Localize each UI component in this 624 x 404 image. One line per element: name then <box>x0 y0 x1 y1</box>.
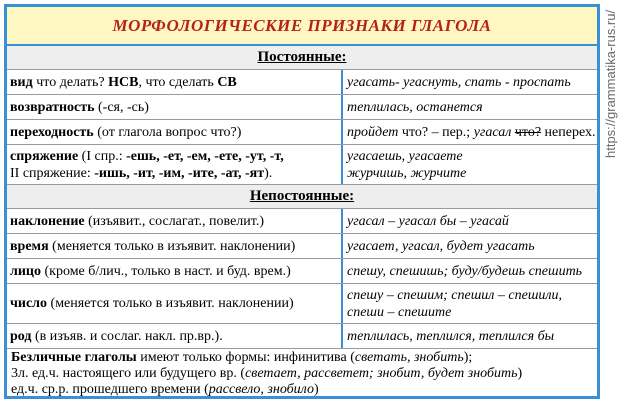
term-litso: лицо <box>10 263 41 279</box>
example-perekhodnost: пройдет что? – пер.; угасал что? неперех. <box>347 124 596 140</box>
term-vozvratnost: возвратность <box>10 99 95 115</box>
term-vremya: время <box>10 238 49 254</box>
example-vremya: угасает, угасал, будет угасать <box>347 238 535 254</box>
example-rod: теплилась, теплился, теплился бы <box>347 328 555 344</box>
example-spryazhenie-1: угасаешь, угасаете <box>347 148 463 164</box>
term-vid: вид <box>10 74 33 90</box>
term-naklonenie: наклонение <box>10 213 85 229</box>
example-litso: спешу, спешишь; буду/будешь спешить <box>347 263 583 279</box>
grammar-table <box>4 4 600 399</box>
example-naklonenie: угасал – угасал бы – угасай <box>347 213 509 229</box>
term-spryazhenie: спряжение <box>10 148 79 164</box>
nonpermanent-header-row <box>7 185 597 209</box>
example-spryazhenie-2: журчишь, журчите <box>347 165 467 181</box>
impersonal-verbs-note: Безличные глаголы имеют только формы: инфинитива (светать, знобить); 3л. ед.ч. настоящего или будущего вр. (светает, рассветет; знобит, будет знобить) ед.ч. ср.р. прошедшего времени (рассвело, знобило) <box>11 350 523 397</box>
example-chislo-2: спеши – спешите <box>347 304 452 320</box>
example-vozvratnost: теплилась, останется <box>347 99 483 115</box>
example-chislo-1: спешу – спешим; спешил – спешили, <box>347 287 563 303</box>
row-litso: лицо (кроме б/лич., только в наст. и буд. врем.) спешу, спешишь; буду/будешь спешить <box>7 259 597 284</box>
row-vid: вид что делать? НСВ, что сделать СВ угасать- угаснуть, спать - проспать <box>7 70 597 95</box>
permanent-header: Постоянные: <box>257 49 347 65</box>
row-rod: род (в изъяв. и сослаг. накл. пр.вр.). теплилась, теплился, теплился бы <box>7 324 597 349</box>
example-vid: угасать- угаснуть, спать - проспать <box>347 74 571 90</box>
table-title: МОРФОЛОГИЧЕСКИЕ ПРИЗНАКИ ГЛАГОЛА <box>7 7 597 46</box>
permanent-header-row <box>7 46 597 70</box>
site-watermark: https://grammatika-rus.ru/ <box>603 9 618 158</box>
term-rod: род <box>10 328 32 344</box>
term-perekhodnost: переходность <box>10 124 94 140</box>
row-vremya: время (меняется только в изъявит. наклонении) угасает, угасал, будет угасать <box>7 234 597 259</box>
row-spryazhenie: спряжение (I спр.: -ешь, -ет, -ем, -ете, -ут, -т, II спряжение: -ишь, -ит, -им, -ите, -ат, -ят). угасаешь, угасаете журчишь, журчите <box>7 145 597 185</box>
term-chislo: число <box>10 296 48 311</box>
row-chislo: число (меняется только в изъявит. наклонении) спешу – спешим; спешил – спешили, спеши – спешите <box>7 284 597 324</box>
row-vozvratnost: возвратность (-ся, -сь) теплилась, останется <box>7 95 597 120</box>
row-perekhodnost: переходность (от глагола вопрос что?) пройдет что? – пер.; угасал что? неперех. <box>7 120 597 145</box>
nonpermanent-header: Непостоянные: <box>249 188 355 204</box>
row-naklonenie: наклонение (изъявит., сослагат., повелит.) угасал – угасал бы – угасай <box>7 209 597 234</box>
